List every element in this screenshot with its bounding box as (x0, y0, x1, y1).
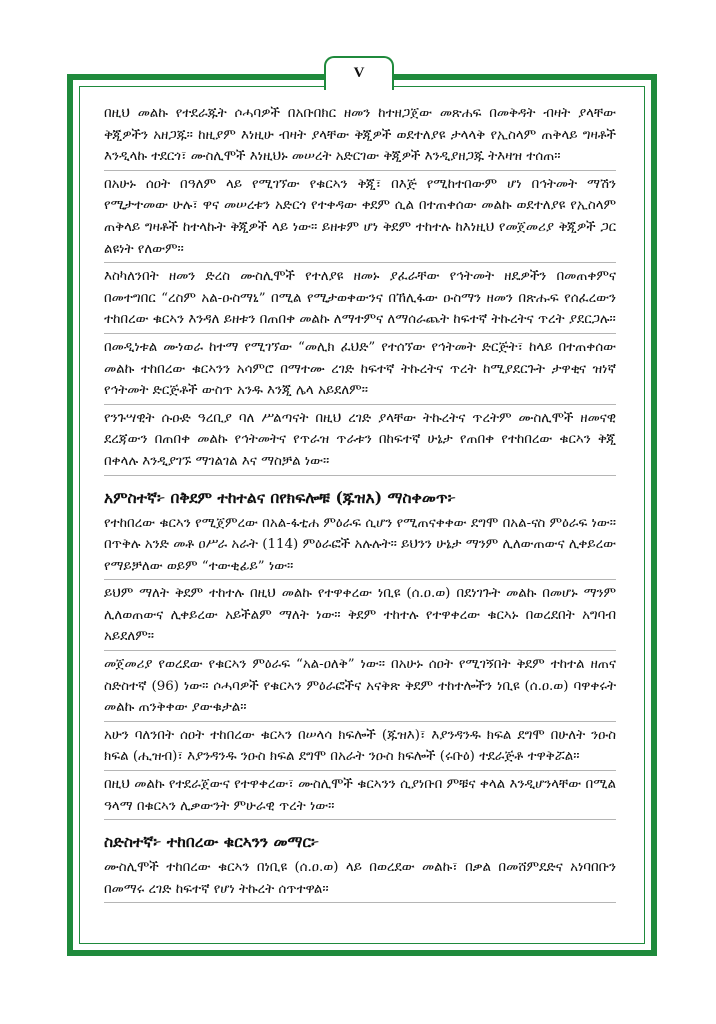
page-content (104, 103, 616, 906)
paragraph: በዚህ መልኩ የተደራጀውና የተዋቀረው፣ ሙስሊሞች ቁርኣንን ሲያነቡበ ምቹና ቀላል እንዲሆንላቸው በሚል ዓላማ በቁርኣን ሊቃውንት ምሁራዊ ጥረት ነው። (104, 774, 616, 820)
paragraph: በዚህ መልኩ የተደራጁት ሶሓባዎች በአቡበክር ዘመን ከተዘጋጀው መጽሐፍ በመቅዳት ብዛት ያላቸው ቅጂዎችን አዘጋጁ። ከዚያም እነዚሁ ብዛት ያላቸው ቅጂዎች ወደተለያዩ ታላላቅ የኢስላም ጠቅላይ ግዛቶች እንዲላኩ ተደርጎ፣ ሙስሊሞች እነዚህኑ መሠረት አድርገው ቅጂዎች እንዲያዘጋጁ ትእዛዝ ተሰጠ። (104, 103, 616, 171)
page-number: V (324, 56, 394, 90)
paragraph: እስካለንበት ዘመን ድረስ ሙስሊሞች የተለያዩ ዘመኑ ያፈራቸው የኅትመት ዘዴዎችን በመጠቀምና በመተግበር “ረስም አል-ዑስማኒ” በሚል የሚታወቀውንና በኸሊፋው ዑስማን ዘመን በጽሑፍ የሰፈረውን ተከበረው ቁርኣን እንዳለ ይዘቱን በጠበቀ መልኩ ለማተምና ለማሰራጨት ከፍተኛ ትኩረትና ጥረት ያደርጋሉ። (104, 266, 616, 334)
paragraph: መጀመሪያ የወረደው የቁርኣን ምዕራፍ “አል-ዐለቅ” ነው። በአሁኑ ሰዐት የሚገኝበት ቅደም ተከተል ዘጠና ስድስተኛ (96) ነው። ሶሓባዎች የቁርኣን ምዕራፎችና አናቅጽ ቅደም ተከተሎችን ነቢዩ (ሰ.ዐ.ወ) ባዋቀሩት መልኩ ጠንቅቀው ያውቁታል። (104, 654, 616, 722)
paragraph: አሁን ባለንበት ሰዐት ተከበረው ቁርኣን በሠላሳ ክፍሎች (ጁዝእ)፣ እያንዳንዱ ክፍል ደግሞ በሁለት ንዑስ ክፍል (ሒዝብ)፣ እያንዳንዱ ንዑስ ክፍል ደግሞ በአራት ንዑስ ክፍሎች (ሩቡዕ) ተደራጅቶ ተዋቅሯል። (104, 725, 616, 771)
paragraph: ይህም ማለት ቅደም ተከተሉ በዚህ መልኩ የተዋቀረው ነቢዩ (ሰ.ዐ.ወ) በደነገጉት መልኩ በመሆኑ ማንም ሊለወጠውና ሊቀይረው አይችልም ማለት ነው። ቅደም ተከተሉ የተዋቀረው ቁርኣኑ በወረደበት አግባብ አይደለም። (104, 583, 616, 651)
paragraph: የንጉሣዊት ሱዑድ ዓረቢያ ባለ ሥልጣናት በዚህ ረገድ ያላቸው ትኩረትና ጥረትም ሙስሊሞች ዘመናዊ ደረጃውን በጠበቀ መልኩ የኅትመትና የጥራዝ ጥራቱን በከፍተኛ ሁኔታ የጠበቀ የተከበረው ቁርኣን ቅጂ በቀላሉ እንዲያገኙ ማገልገል እና ማስቻል ነው። (104, 408, 616, 476)
section-heading-5: አምስተኛ፦ በቅደም ተከተልና በየክፍሎቹ (ጁዝእ) ማስቀመጥ፦ (104, 487, 456, 507)
paragraph: በአሁኑ ሰዐት በዓለም ላይ የሚገኘው የቁርኣን ቅጂ፣ በእጅ የሚከተበውም ሆነ በኅትመት ማሽን የሚታተመው ሁሉ፣ ዋና መሠረቱን አድርጎ የተቀዳው ቀደም ሲል በተጠቀሰው መልኩ ወደተለያዩ የኢስላም ጠቅላይ ግዛቶች ከተላኩት ቅጂዎች ላይ ነው። ይዘቱም ሆነ ቅደም ተከተሉ ከእነዚህ የመጀመሪያ ቅጂዎች ጋር ልዩነት የለውም። (104, 174, 616, 263)
paragraph: ሙስሊሞች ተከበረው ቁርኣን በነቢዩ (ሰ.ዐ.ወ) ላይ በወረደው መልኩ፣ በቃል በመሸምደድና አነባበቡን በመማሩ ረገድ ከፍተኛ የሆነ ትኩረት ሰጥተዋል። (104, 857, 616, 903)
section-heading-6: ስድስተኛ፦ ተከበረው ቁርኣንን መማር፦ (104, 832, 320, 852)
paragraph: በመዲነቱል ሙነወራ ከተማ የሚገኘው “መሊክ ፈህድ” የተሰኘው የኅትመት ድርጅት፣ ከላይ በተጠቀሰው መልኩ ተከበረው ቁርኣንን አሳምሮ በማተሙ ረገድ ከፍተኛ ትኩረትና ጥረት ከሚያደርጉት ታዋቂና ዝነኛ የኅትመት ድርጅቶች ውስጥ አንዱ እንጂ ሌላ አይደለም። (104, 337, 616, 405)
paragraph: የተከበረው ቁርኣን የሚጀምረው በአል-ፋቲሐ ምዕራፍ ሲሆን የሚጠናቀቀው ደግሞ በአል-ናስ ምዕራፍ ነው። በጥቅሉ አንድ መቶ ዐሥራ አራት (114) ምዕራፎች አሉሉት። ይህንን ሁኔታ ማንም ሊለውጠውና ሊቀይረው የማይቻለው ወይም “ተውቂፊይ” ነው። (104, 513, 616, 581)
